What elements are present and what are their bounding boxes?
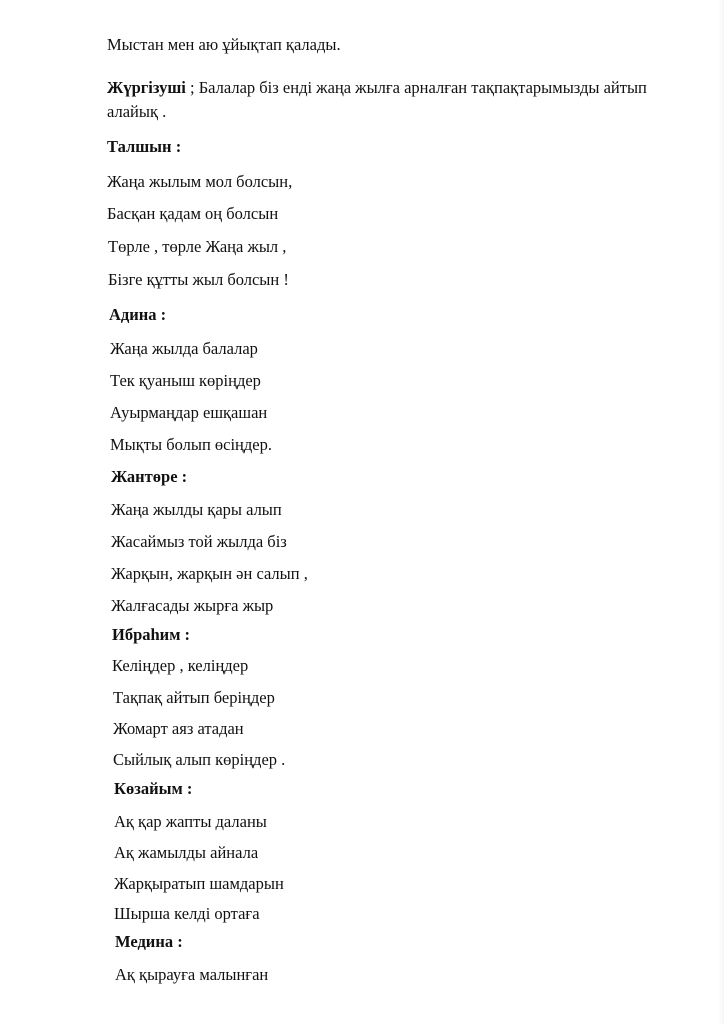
speaker-heading: Талшын : [107,137,182,156]
poem-line: Жаңа жылым мол болсын, [107,172,293,191]
host-text: ; Балалар біз енді жаңа жылға арналған тақпақтарымызды айтып [185,78,647,97]
poem-line: Ақ қырауға малынған [115,965,269,984]
poem-line: Жалғасады жырға жыр [111,596,274,615]
poem-line: Мықты болып өсіңдер. [110,435,272,454]
speaker-heading: Көзайым : [114,779,193,798]
poem-line: Жаңа жылды қары алып [111,500,282,519]
poem-line: Төрле , төрле Жаңа жыл , [108,237,287,256]
poem-line: Келіңдер , келіңдер [112,656,249,675]
poem-line: Жомарт аяз атадан [113,719,244,738]
speaker-heading: Жантөре : [111,467,188,486]
speaker-heading: Адина : [109,305,167,324]
poem-line: Ақ жамылды айнала [114,843,259,862]
poem-line: Жарқыратып шамдарын [114,874,284,893]
intro-line: Мыстан мен аю ұйықтап қалады. [107,35,341,54]
scan-edge-shadow [718,0,724,1024]
poem-line: Жарқын, жарқын ән салып , [111,564,308,583]
host-label: Жүргізуші [107,78,186,97]
poem-line: Тек қуаныш көріңдер [110,371,261,390]
poem-line: Ауырмаңдар ешқашан [110,403,268,422]
speaker-heading: Медина : [115,932,183,951]
host-line [107,78,647,98]
poem-line: Бізге құтты жыл болсын ! [108,270,289,289]
speaker-heading: Ибраһим : [112,625,191,644]
poem-line: Тақпақ айтып беріңдер [113,688,275,707]
poem-line: Басқан қадам оң болсын [107,204,279,223]
poem-line: Жасаймыз той жылда біз [111,532,287,551]
poem-line: Ақ қар жапты даланы [114,812,267,831]
poem-line: Сыйлық алып көріңдер . [113,750,286,769]
host-line-continued: алайық . [107,102,167,121]
poem-line: Шырша келді ортаға [114,904,260,923]
poem-line: Жаңа жылда балалар [110,339,258,358]
